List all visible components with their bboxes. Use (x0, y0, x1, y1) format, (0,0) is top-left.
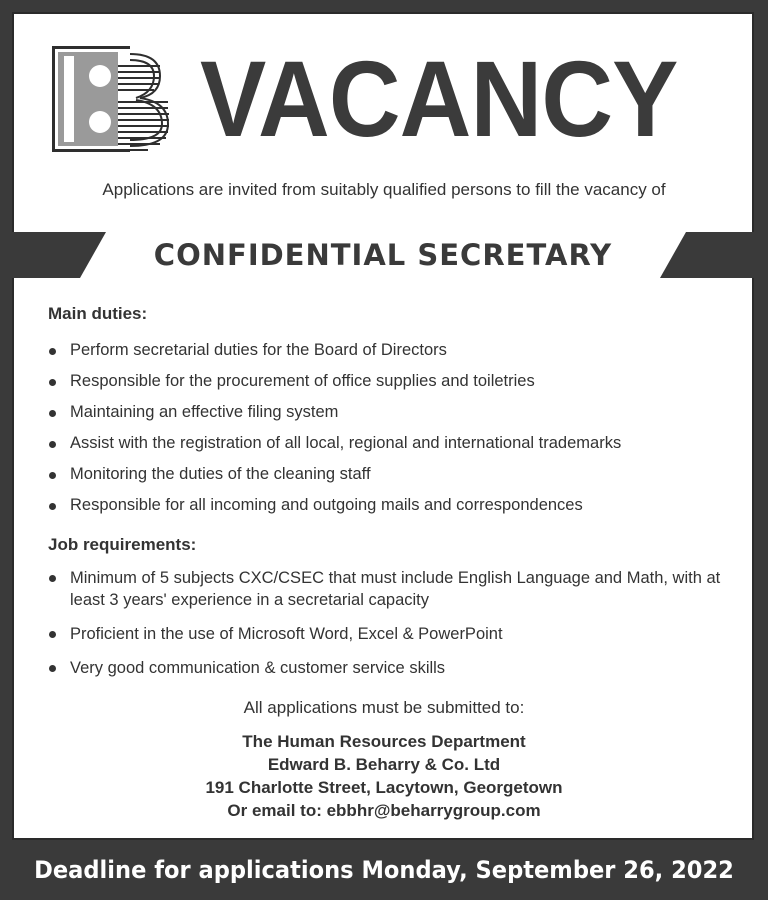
deadline-banner: Deadline for applications Monday, September 26, 2022 (34, 856, 734, 884)
main-duties-heading: Main duties: (48, 304, 148, 323)
street-address: 191 Charlotte Street, Lacytown, Georgetown (205, 778, 563, 797)
submission-intro: All applications must be submitted to: (243, 698, 525, 717)
email-line: Or email to: ebbhr@beharrygroup.com (227, 801, 541, 820)
list-item: Assist with the registration of all local, regional and international trademarks (48, 433, 738, 464)
list-item: Very good communication & customer service skills (48, 657, 738, 679)
company-name: Edward B. Beharry & Co. Ltd (267, 755, 501, 774)
job-requirements-list (48, 567, 738, 691)
list-item: Responsible for the procurement of office supplies and toiletries (48, 371, 738, 402)
list-item: Maintaining an effective filing system (48, 402, 738, 433)
submission-address (0, 730, 768, 822)
position-title: CONFIDENTIAL SECRETARY (153, 238, 613, 272)
list-item: Perform secretarial duties for the Board of Directors (48, 340, 738, 371)
position-banner (12, 232, 754, 278)
job-requirements-heading: Job requirements: (48, 535, 197, 554)
list-item: Proficient in the use of Microsoft Word, Excel & PowerPoint (48, 623, 738, 645)
beharry-b-logo-icon (52, 46, 174, 152)
hr-department: The Human Resources Department (242, 732, 526, 751)
list-item: Minimum of 5 subjects CXC/CSEC that must include English Language and Math, with at least 3 years' experience in a secretarial capacity (48, 567, 738, 611)
vacancy-title: VACANCY (200, 46, 678, 152)
list-item: Responsible for all incoming and outgoing mails and correspondences (48, 495, 738, 526)
intro-text: Applications are invited from suitably qualified persons to fill the vacancy of (102, 180, 666, 199)
main-duties-list (48, 340, 738, 526)
list-item: Monitoring the duties of the cleaning staff (48, 464, 738, 495)
